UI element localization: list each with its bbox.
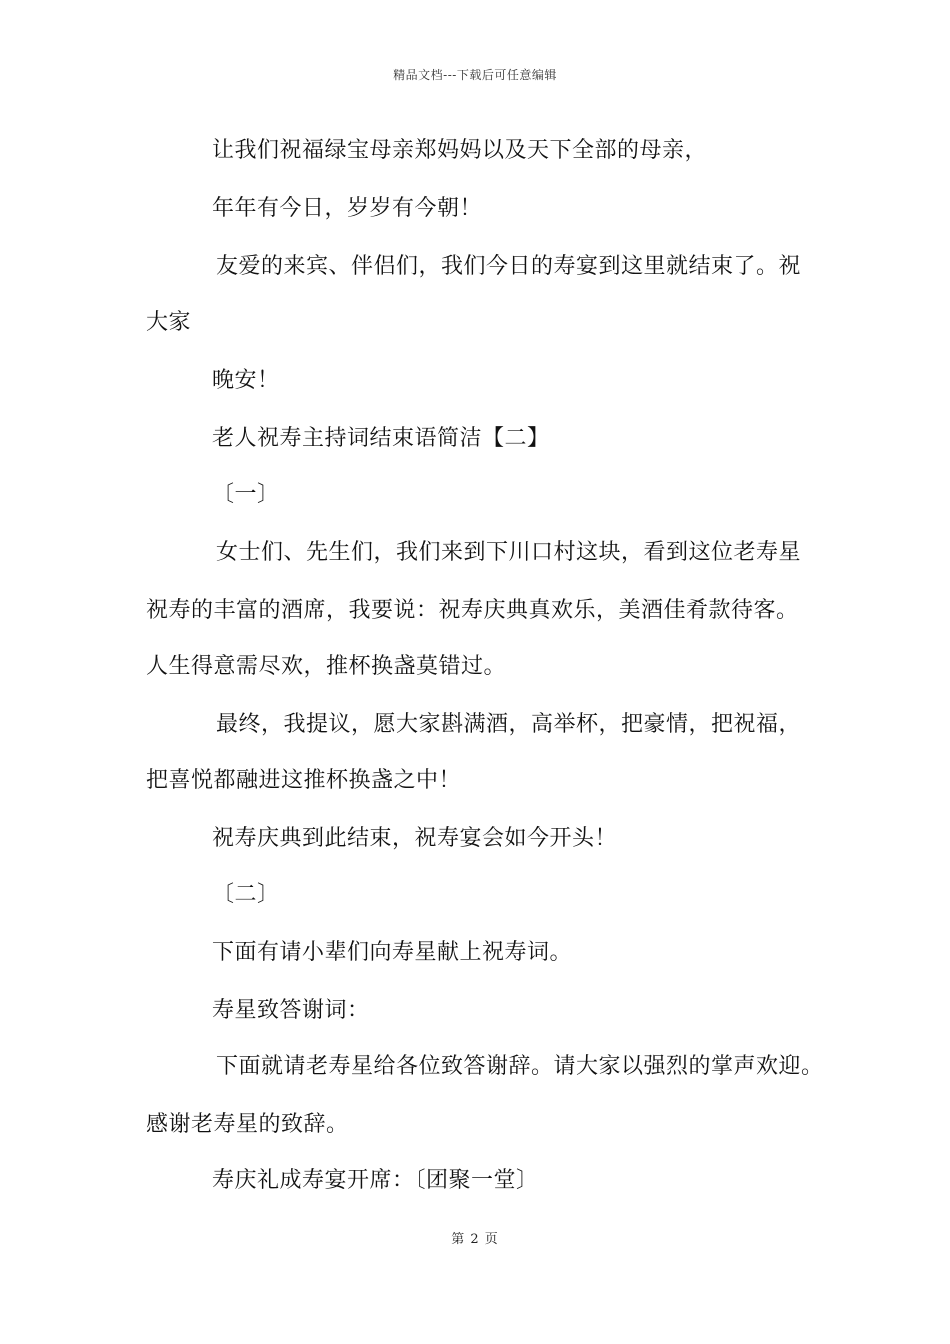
paragraph-line: 感谢老寿星的致辞。 [146, 1112, 349, 1137]
paragraph-line: 晚安！ [212, 368, 280, 393]
paragraph-line: 寿庆礼成寿宴开席：〔团聚一堂〕 [212, 1168, 539, 1193]
paragraph-line: 下面就请老寿星给各位致答谢辞。请大家以强烈的掌声欢迎。 [216, 1054, 824, 1079]
subsection-marker: 〔一〕 [212, 482, 280, 507]
paragraph-line: 祝寿的丰富的酒席，我要说：祝寿庆典真欢乐，美酒佳肴款待客。 [146, 598, 799, 623]
paragraph-line: 寿星致答谢词： [212, 998, 370, 1023]
section-heading: 老人祝寿主持词结束语简洁【二】 [212, 426, 550, 451]
page-header: 精品文档---下载后可任意编辑 [393, 68, 557, 82]
paragraph-line: 下面有请小辈们向寿星献上祝寿词。 [212, 940, 573, 965]
paragraph-line: 最终，我提议，愿大家斟满酒，高举杯，把豪情，把祝福， [216, 712, 802, 737]
paragraph-line: 女士们、先生们，我们来到下川口村这块，看到这位老寿星 [216, 540, 802, 565]
subsection-marker: 〔二〕 [212, 882, 280, 907]
paragraph-line: 人生得意需尽欢，推杯换盏莫错过。 [146, 654, 507, 679]
page-number: 第 2 页 [451, 1232, 499, 1247]
paragraph-line: 大家 [146, 310, 192, 335]
paragraph-line: 年年有今日，岁岁有今朝！ [212, 196, 483, 221]
paragraph-line: 祝寿庆典到此结束，祝寿宴会如今开头！ [212, 826, 618, 851]
paragraph-line: 让我们祝福绿宝母亲郑妈妈以及天下全部的母亲， [212, 138, 708, 163]
paragraph-line: 把喜悦都融进这推杯换盏之中！ [146, 768, 462, 793]
paragraph-line: 友爱的来宾、伴侣们，我们今日的寿宴到这里就结束了。祝 [216, 254, 802, 279]
